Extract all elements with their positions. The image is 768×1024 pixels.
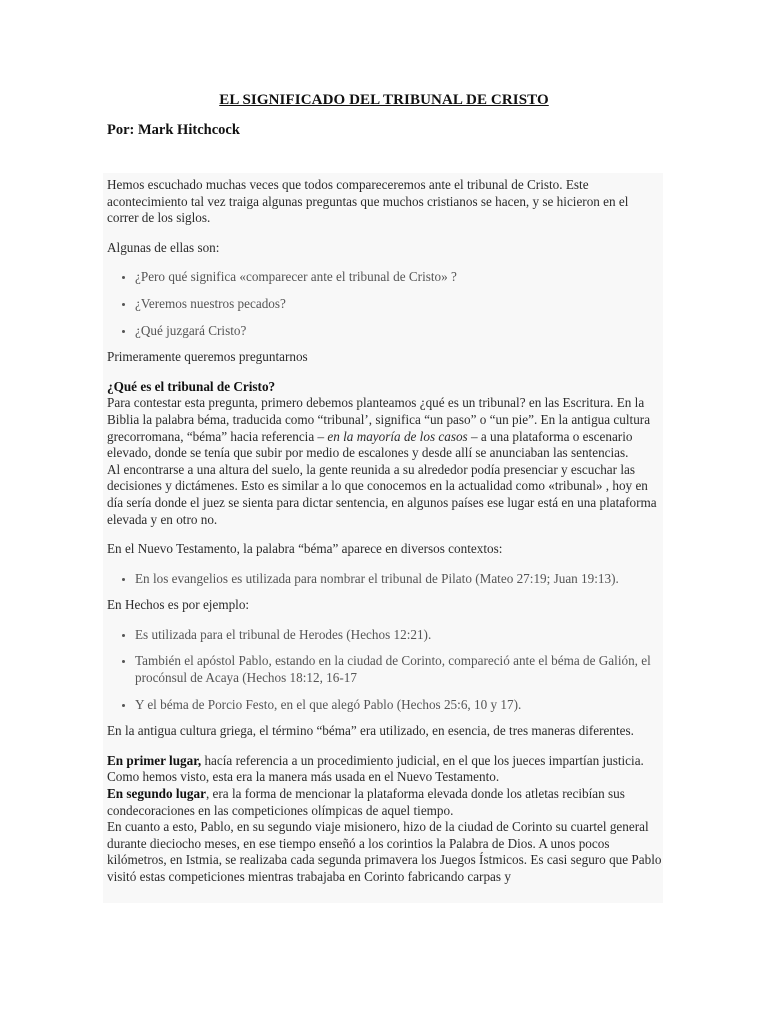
section-heading (107, 379, 663, 396)
paragraph-primer-lugar (107, 753, 663, 786)
paragraph-corinto: En cuanto a esto, Pablo, en su segundo viaje misionero, hizo de la ciudad de Corinto su cuartel general durante dieciocho meses, en ese tiempo enseñó a los corintios la Palabra de Dios. A unos pocos kilómetros, en Istmia, se realizaba cada segunda primavera los Juegos Ístmicos. Es casi seguro que Pablo visitó estas competiciones mientras trabajaba en Corinto fabricando carpas y (107, 819, 662, 884)
paragraph-segundo-lugar (107, 786, 663, 819)
list-item: • También el apóstol Pablo, estando en la ciudad de Corinto, compareció ante el béma de Galión, el procónsul de Acaya (Hechos 18:12, 16-17 (135, 653, 663, 686)
paragraph-cultura-griega: En la antigua cultura griega, el término “béma” era utilizado, en esencia, de tres maneras diferentes. (107, 723, 634, 739)
list-item: • Y el béma de Porcio Festo, en el que alegó Pablo (Hechos 25:6, 10 y 17). (135, 697, 663, 714)
text-span: , era la forma de mencionar la plataforma elevada donde los atletas recibían sus condecoraciones en las competiciones olímpicas de aquel tiempo. (107, 786, 625, 818)
emphasis-text: en la mayoría de los casos (327, 428, 468, 444)
paragraph-nuevo-testamento: En el Nuevo Testamento, la palabra “béma” aparece en diversos contextos: (107, 541, 503, 557)
list-item: • Es utilizada para el tribunal de Herodes (Hechos 12:21). (135, 627, 663, 644)
paragraph-altura: Al encontrarse a una altura del suelo, la gente reunida a su alrededor podía presenciar y escuchar las decisiones y dictámenes. Esto es similar a lo que conocemos en la actualidad como «tribunal» , hoy en día sería donde el juez se sienta para dictar sentencia, en algunos países ese lugar está en una plataforma elevada y en otro no. (107, 461, 657, 527)
list-item: • ¿Pero qué significa «comparecer ante el tribunal de Cristo» ? (135, 269, 663, 286)
list-item: • ¿Qué juzgará Cristo? (135, 323, 663, 340)
questions-list (107, 269, 663, 339)
hechos-list (107, 627, 663, 713)
paragraph-bema (107, 395, 663, 461)
paragraph-questions-lead: Algunas de ellas son: (107, 239, 220, 255)
paragraph-first: Primeramente queremos preguntarnos (107, 349, 308, 365)
text-span: Para contestar esta pregunta, primero debemos planteamos ¿qué es un tribunal? en las Escritura. En la Biblia la palabra béma, traducida como “tribunal’, significa “un paso” o “un pie”. En la antigua cultura grecorromana, “béma” hacia referencia – (107, 395, 651, 444)
bold-lead: En segundo lugar (107, 786, 206, 802)
text-span: hacía referencia a un procedimiento judicial, en el que los jueces impartían justicia. Como hemos visto, esta era la manera más usada en el Nuevo Testamento. (107, 752, 644, 785)
text-span: – a una plataforma o escenario elevado, donde se tenía que subir por medio de escalones y desde allí se anunciaban las sentencias. (107, 428, 633, 461)
intro-paragraph: Hemos escuchado muchas veces que todos compareceremos ante el tribunal de Cristo. Este acontecimiento tal vez traiga algunas preguntas que muchos cristianos se hacen, y se hicieron en el correr de los siglos. (107, 177, 629, 226)
document-body (103, 173, 663, 903)
document-author: Por: Mark Hitchcock (107, 122, 240, 138)
list-item: • En los evangelios es utilizada para nombrar el tribunal de Pilato (Mateo 27:19; Juan 19:13). (135, 571, 663, 588)
evangelios-list (107, 571, 663, 588)
heading-text: ¿Qué es el tribunal de Cristo? (107, 378, 276, 394)
paragraph-hechos: En Hechos es por ejemplo: (107, 597, 250, 613)
list-item: • ¿Veremos nuestros pecados? (135, 296, 663, 313)
bold-lead: En primer lugar, (107, 752, 202, 768)
document-title: EL SIGNIFICADO DEL TRIBUNAL DE CRISTO (219, 92, 549, 108)
